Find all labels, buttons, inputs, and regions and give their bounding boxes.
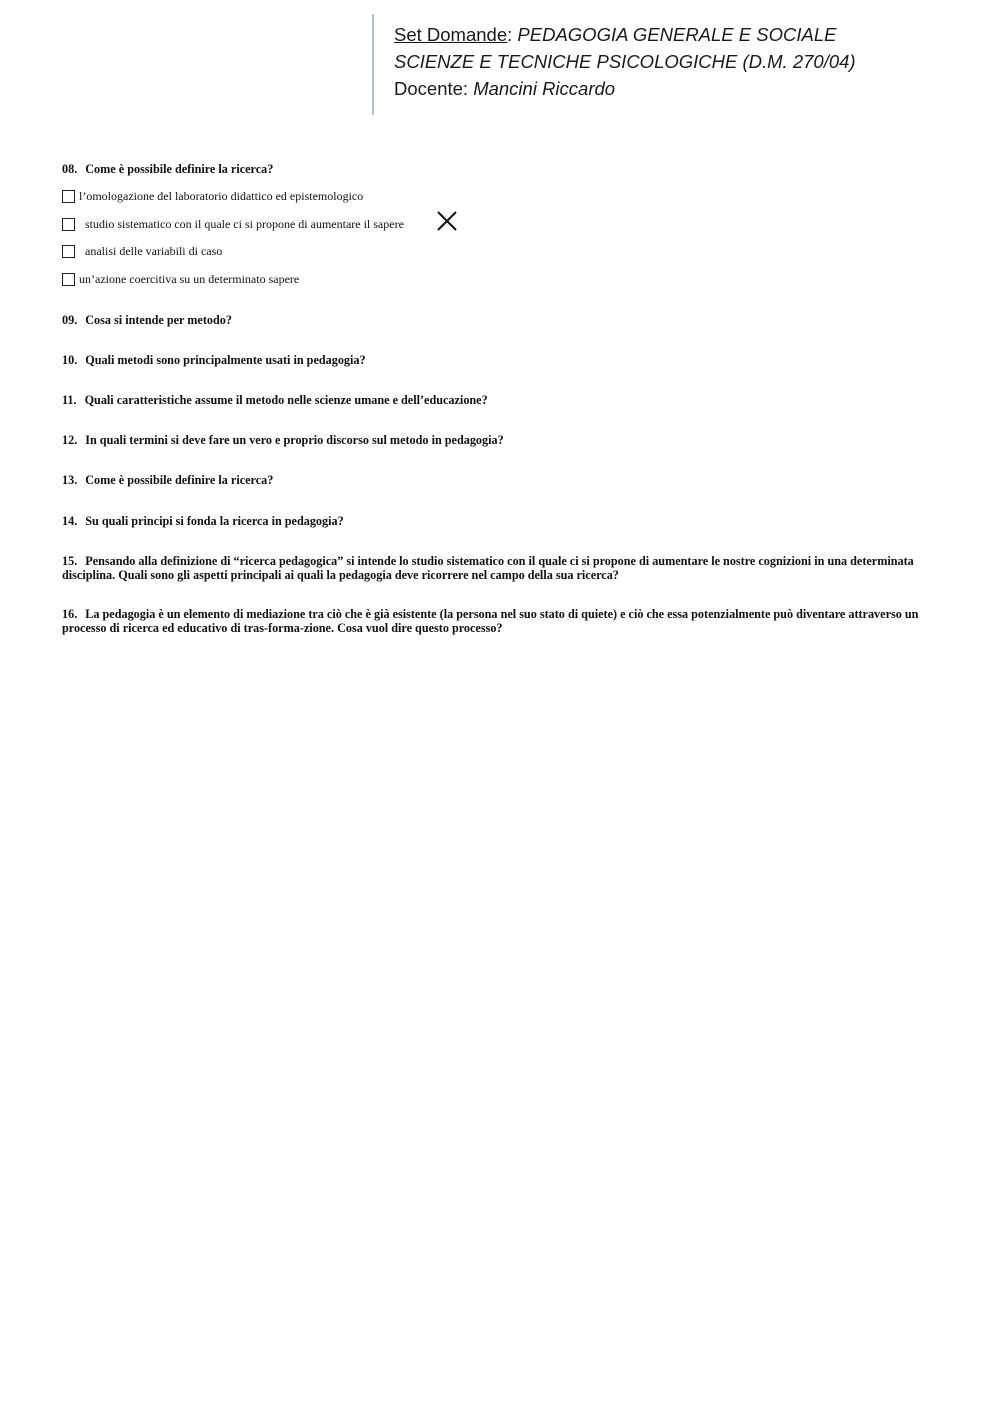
answer-option-1[interactable] <box>62 188 363 204</box>
answer-option-label: l’omologazione del laboratorio didattico ed epistemologico <box>79 188 364 203</box>
checkbox[interactable] <box>62 218 75 231</box>
question-16 <box>62 608 938 635</box>
question-14 <box>62 515 938 529</box>
question-09 <box>62 314 938 328</box>
question-text: Come è possibile definire la ricerca? <box>85 162 274 176</box>
question-number: 16. <box>62 607 78 621</box>
set-separator: : <box>507 24 513 45</box>
question-13 <box>62 474 938 488</box>
question-text: Su quali principi si fonda la ricerca in pedagogia? <box>85 514 344 528</box>
question-12 <box>62 434 938 448</box>
question-text: La pedagogia è un elemento di mediazione tra ciò che è già esistente (la persona nel suo stato di quiete) e ciò che essa potenzialmente può diventare attraverso un processo di ricerca ed educativo di tras-forma-zione. Cosa vuol dire questo processo? <box>62 607 919 635</box>
header-teacher-line <box>394 75 932 102</box>
question-text: Pensando alla definizione di “ricerca pedagogica” si intende lo studio sistematico con il quale ci si propone di aumentare le nostre cognizioni in una determinata disciplina. Quali sono gli aspetti principali ai quali la pedagogia deve ricorrere nel campo della sua ricerca? <box>62 554 914 582</box>
question-number: 08. <box>62 162 78 176</box>
question-number: 13. <box>62 473 78 487</box>
checkbox[interactable] <box>62 273 75 286</box>
teacher-label: Docente: <box>394 78 469 99</box>
answer-option-label: studio sistematico con il quale ci si propone di aumentare il sapere <box>85 216 404 231</box>
question-text: Come è possibile definire la ricerca? <box>85 473 274 487</box>
question-text: Quali metodi sono principalmente usati in pedagogia? <box>85 353 366 367</box>
question-11 <box>62 394 938 408</box>
question-number: 15. <box>62 554 78 568</box>
question-number: 10. <box>62 353 78 367</box>
question-15 <box>62 555 938 582</box>
answer-option-label: un’azione coercitiva su un determinato sapere <box>79 271 300 286</box>
answer-option-2[interactable] <box>62 216 404 232</box>
answer-option-4[interactable] <box>62 271 299 287</box>
subject-line-1: PEDAGOGIA GENERALE E SOCIALE <box>517 24 837 45</box>
checkbox[interactable] <box>62 190 75 203</box>
question-number: 12. <box>62 433 78 447</box>
answer-option-label: analisi delle variabili di caso <box>85 243 223 258</box>
question-10 <box>62 354 938 368</box>
question-number: 09. <box>62 313 78 327</box>
subject-line-2: SCIENZE E TECNICHE PSICOLOGICHE (D.M. 270/04) <box>394 51 856 72</box>
x-mark-icon <box>436 210 458 232</box>
question-number: 14. <box>62 514 78 528</box>
checkbox[interactable] <box>62 245 75 258</box>
question-08 <box>62 163 938 177</box>
question-number: 11. <box>62 393 77 407</box>
document-header <box>372 14 932 115</box>
teacher-name: Mancini Riccardo <box>473 78 616 99</box>
question-text: Quali caratteristiche assume il metodo nelle scienze umane e dell’educazione? <box>84 393 488 407</box>
header-set-line <box>394 21 932 48</box>
question-text: Cosa si intende per metodo? <box>85 313 232 327</box>
question-text: In quali termini si deve fare un vero e proprio discorso sul metodo in pedagogia? <box>85 433 504 447</box>
set-label: Set Domande <box>394 24 508 45</box>
answer-option-3[interactable] <box>62 243 222 259</box>
